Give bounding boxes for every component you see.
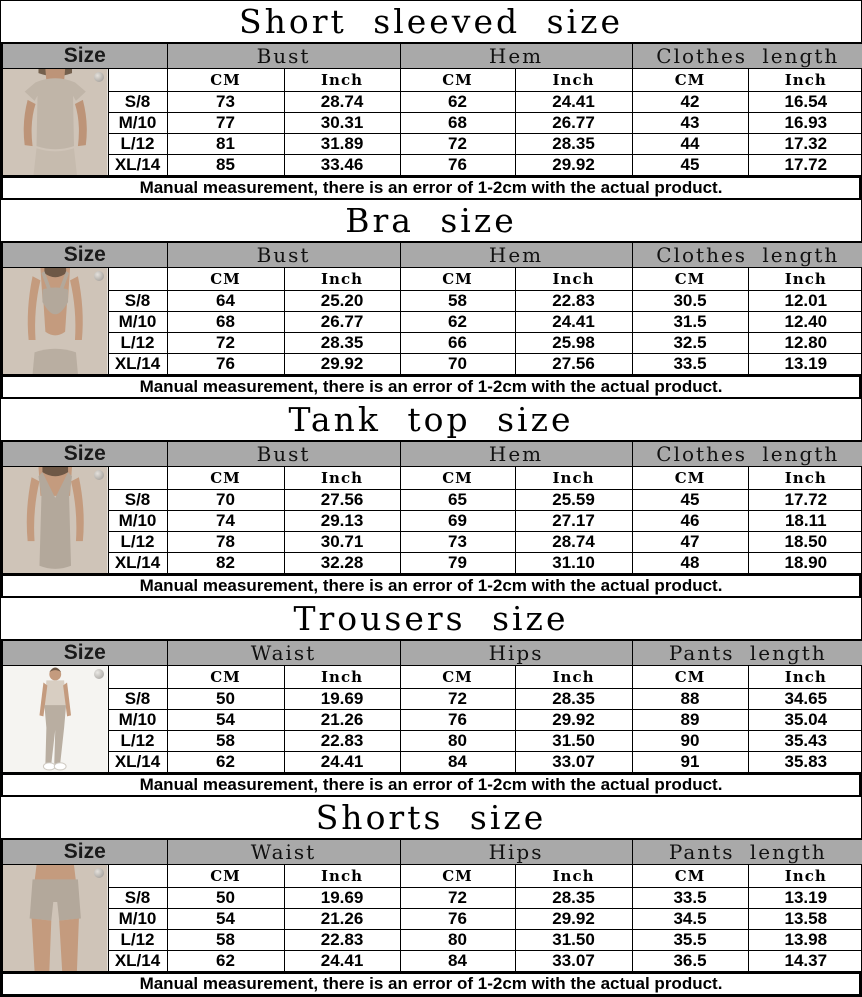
value-cell: 68: [400, 113, 515, 134]
value-cell: 50: [167, 888, 284, 909]
size-column-header: Size: [2, 441, 167, 467]
unit-header-cm: CM: [167, 467, 284, 490]
value-cell: 70: [167, 490, 284, 511]
unit-header-cm: CM: [400, 268, 515, 291]
product-photo-short-sleeved: [3, 69, 108, 175]
table-header-row: [2, 640, 862, 666]
value-cell: 26.77: [515, 113, 632, 134]
value-cell: 79: [400, 553, 515, 575]
value-cell: 22.83: [515, 291, 632, 312]
unit-header-inch: Inch: [515, 865, 632, 888]
measure-header: Hem: [400, 242, 632, 268]
value-cell: 19.69: [284, 888, 400, 909]
value-cell: 76: [167, 354, 284, 376]
unit-header-inch: Inch: [748, 69, 862, 92]
value-cell: 70: [400, 354, 515, 376]
size-label: XL/14: [108, 553, 167, 575]
measure-header: Clothes length: [632, 441, 862, 467]
value-cell: 24.41: [515, 312, 632, 333]
value-cell: 21.26: [284, 710, 400, 731]
unit-header-cm: CM: [632, 865, 748, 888]
measure-header: Hem: [400, 43, 632, 69]
unit-header-inch: Inch: [748, 268, 862, 291]
value-cell: 26.77: [284, 312, 400, 333]
unit-header-row: [2, 666, 862, 689]
measure-header: Hem: [400, 441, 632, 467]
value-cell: 62: [167, 951, 284, 973]
unit-header-inch: Inch: [284, 268, 400, 291]
size-table: [1, 241, 862, 376]
unit-header-row: [2, 467, 862, 490]
value-cell: 33.5: [632, 888, 748, 909]
value-cell: 76: [400, 909, 515, 930]
measurement-note: Manual measurement, there is an error of 1-2cm with the actual product.: [1, 176, 861, 200]
size-chart-section-trousers: [1, 598, 861, 797]
table-row: [2, 92, 862, 113]
value-cell: 28.74: [284, 92, 400, 113]
measure-header: Waist: [167, 640, 400, 666]
product-photo-cell: [2, 666, 108, 774]
empty-cell: [108, 467, 167, 490]
value-cell: 33.07: [515, 951, 632, 973]
section-title: Short sleeved size: [239, 2, 623, 41]
value-cell: 45: [632, 490, 748, 511]
value-cell: 62: [400, 312, 515, 333]
unit-header-inch: Inch: [748, 666, 862, 689]
value-cell: 31.5: [632, 312, 748, 333]
value-cell: 73: [400, 532, 515, 553]
size-label: S/8: [108, 291, 167, 312]
value-cell: 58: [167, 930, 284, 951]
unit-header-cm: CM: [632, 268, 748, 291]
value-cell: 18.90: [748, 553, 862, 575]
table-row: [2, 113, 862, 134]
size-label: XL/14: [108, 155, 167, 177]
value-cell: 27.17: [515, 511, 632, 532]
unit-header-cm: CM: [400, 865, 515, 888]
section-title: Shorts size: [315, 798, 547, 837]
value-cell: 19.69: [284, 689, 400, 710]
value-cell: 28.35: [515, 134, 632, 155]
table-row: [2, 909, 862, 930]
measure-header: Pants length: [632, 640, 862, 666]
unit-header-cm: CM: [400, 69, 515, 92]
size-label: M/10: [108, 710, 167, 731]
value-cell: 18.11: [748, 511, 862, 532]
size-label: XL/14: [108, 354, 167, 376]
value-cell: 48: [632, 553, 748, 575]
value-cell: 34.5: [632, 909, 748, 930]
watermark-circle-icon: [94, 470, 104, 480]
table-row: [2, 490, 862, 511]
size-label: XL/14: [108, 951, 167, 973]
section-title: Bra size: [345, 201, 517, 240]
product-photo-tank-top: [3, 467, 108, 573]
measurement-note: Manual measurement, there is an error of 1-2cm with the actual product.: [1, 574, 861, 598]
table-row: [2, 689, 862, 710]
unit-header-inch: Inch: [284, 467, 400, 490]
value-cell: 69: [400, 511, 515, 532]
value-cell: 13.58: [748, 909, 862, 930]
value-cell: 29.92: [284, 354, 400, 376]
unit-header-cm: CM: [167, 69, 284, 92]
value-cell: 29.92: [515, 909, 632, 930]
value-cell: 76: [400, 710, 515, 731]
value-cell: 84: [400, 951, 515, 973]
size-chart-sections: [1, 1, 861, 996]
unit-header-row: [2, 268, 862, 291]
value-cell: 16.93: [748, 113, 862, 134]
value-cell: 24.41: [284, 752, 400, 774]
unit-header-cm: CM: [167, 865, 284, 888]
value-cell: 62: [400, 92, 515, 113]
table-header-row: [2, 441, 862, 467]
value-cell: 33.46: [284, 155, 400, 177]
size-label: M/10: [108, 511, 167, 532]
value-cell: 88: [632, 689, 748, 710]
measurement-note: Manual measurement, there is an error of 1-2cm with the actual product.: [1, 375, 861, 399]
value-cell: 30.71: [284, 532, 400, 553]
table-row: [2, 553, 862, 575]
product-photo-trousers: [3, 666, 108, 772]
section-title: Trousers size: [293, 599, 569, 638]
unit-header-inch: Inch: [515, 467, 632, 490]
unit-header-inch: Inch: [284, 69, 400, 92]
size-table: [1, 42, 862, 177]
value-cell: 35.04: [748, 710, 862, 731]
value-cell: 43: [632, 113, 748, 134]
measure-header: Bust: [167, 441, 400, 467]
value-cell: 34.65: [748, 689, 862, 710]
value-cell: 27.56: [515, 354, 632, 376]
size-label: M/10: [108, 312, 167, 333]
value-cell: 28.74: [515, 532, 632, 553]
value-cell: 45: [632, 155, 748, 177]
value-cell: 22.83: [284, 731, 400, 752]
table-row: [2, 930, 862, 951]
unit-header-inch: Inch: [515, 666, 632, 689]
value-cell: 62: [167, 752, 284, 774]
unit-header-row: [2, 865, 862, 888]
size-label: L/12: [108, 532, 167, 553]
value-cell: 72: [400, 888, 515, 909]
size-label: S/8: [108, 92, 167, 113]
measurement-note: Manual measurement, there is an error of 1-2cm with the actual product.: [1, 972, 861, 996]
measure-header: Bust: [167, 242, 400, 268]
table-row: [2, 155, 862, 177]
value-cell: 91: [632, 752, 748, 774]
measure-header: Bust: [167, 43, 400, 69]
value-cell: 46: [632, 511, 748, 532]
unit-header-inch: Inch: [284, 666, 400, 689]
value-cell: 25.20: [284, 291, 400, 312]
value-cell: 28.35: [515, 689, 632, 710]
measurement-note: Manual measurement, there is an error of 1-2cm with the actual product.: [1, 773, 861, 797]
value-cell: 81: [167, 134, 284, 155]
value-cell: 90: [632, 731, 748, 752]
value-cell: 24.41: [515, 92, 632, 113]
unit-header-inch: Inch: [515, 268, 632, 291]
value-cell: 25.98: [515, 333, 632, 354]
value-cell: 18.50: [748, 532, 862, 553]
value-cell: 42: [632, 92, 748, 113]
value-cell: 33.5: [632, 354, 748, 376]
value-cell: 76: [400, 155, 515, 177]
value-cell: 12.01: [748, 291, 862, 312]
size-table: [1, 440, 862, 575]
size-label: M/10: [108, 113, 167, 134]
value-cell: 47: [632, 532, 748, 553]
value-cell: 12.40: [748, 312, 862, 333]
value-cell: 30.31: [284, 113, 400, 134]
product-photo-cell: [2, 865, 108, 973]
empty-cell: [108, 865, 167, 888]
measure-header: Clothes length: [632, 43, 862, 69]
value-cell: 35.43: [748, 731, 862, 752]
value-cell: 66: [400, 333, 515, 354]
value-cell: 31.50: [515, 731, 632, 752]
value-cell: 13.98: [748, 930, 862, 951]
table-header-row: [2, 43, 862, 69]
value-cell: 22.83: [284, 930, 400, 951]
table-row: [2, 888, 862, 909]
size-column-header: Size: [2, 242, 167, 268]
value-cell: 80: [400, 731, 515, 752]
value-cell: 35.83: [748, 752, 862, 774]
value-cell: 78: [167, 532, 284, 553]
product-photo-cell: [2, 69, 108, 177]
value-cell: 21.26: [284, 909, 400, 930]
product-photo-cell: [2, 268, 108, 376]
table-row: [2, 710, 862, 731]
value-cell: 82: [167, 553, 284, 575]
value-cell: 89: [632, 710, 748, 731]
table-header-row: [2, 242, 862, 268]
value-cell: 25.59: [515, 490, 632, 511]
unit-header-cm: CM: [632, 467, 748, 490]
value-cell: 24.41: [284, 951, 400, 973]
measure-header: Hips: [400, 839, 632, 865]
table-row: [2, 354, 862, 376]
size-chart-section-short-sleeved: [1, 1, 861, 200]
section-title: Tank top size: [288, 400, 574, 439]
value-cell: 80: [400, 930, 515, 951]
table-row: [2, 752, 862, 774]
table-row: [2, 333, 862, 354]
value-cell: 27.56: [284, 490, 400, 511]
table-header-row: [2, 839, 862, 865]
unit-header-cm: CM: [632, 69, 748, 92]
empty-cell: [108, 268, 167, 291]
unit-header-cm: CM: [167, 268, 284, 291]
unit-header-cm: CM: [400, 666, 515, 689]
value-cell: 32.5: [632, 333, 748, 354]
measure-header: Pants length: [632, 839, 862, 865]
unit-header-inch: Inch: [748, 865, 862, 888]
value-cell: 74: [167, 511, 284, 532]
measure-header: Waist: [167, 839, 400, 865]
size-label: S/8: [108, 689, 167, 710]
size-column-header: Size: [2, 640, 167, 666]
value-cell: 58: [167, 731, 284, 752]
size-table: [1, 639, 862, 774]
unit-header-row: [2, 69, 862, 92]
size-column-header: Size: [2, 43, 167, 69]
value-cell: 35.5: [632, 930, 748, 951]
value-cell: 28.35: [515, 888, 632, 909]
size-column-header: Size: [2, 839, 167, 865]
value-cell: 14.37: [748, 951, 862, 973]
value-cell: 17.72: [748, 490, 862, 511]
unit-header-cm: CM: [167, 666, 284, 689]
value-cell: 31.89: [284, 134, 400, 155]
unit-header-inch: Inch: [284, 865, 400, 888]
size-label: L/12: [108, 333, 167, 354]
value-cell: 54: [167, 909, 284, 930]
value-cell: 30.5: [632, 291, 748, 312]
value-cell: 72: [400, 689, 515, 710]
table-row: [2, 511, 862, 532]
value-cell: 33.07: [515, 752, 632, 774]
table-row: [2, 951, 862, 973]
value-cell: 32.28: [284, 553, 400, 575]
size-label: L/12: [108, 731, 167, 752]
table-row: [2, 134, 862, 155]
value-cell: 28.35: [284, 333, 400, 354]
value-cell: 12.80: [748, 333, 862, 354]
value-cell: 85: [167, 155, 284, 177]
value-cell: 36.5: [632, 951, 748, 973]
value-cell: 31.50: [515, 930, 632, 951]
value-cell: 54: [167, 710, 284, 731]
table-row: [2, 291, 862, 312]
size-label: XL/14: [108, 752, 167, 774]
watermark-circle-icon: [94, 271, 104, 281]
size-chart-section-tank-top: [1, 399, 861, 598]
size-chart-section-bra: [1, 200, 861, 399]
watermark-circle-icon: [94, 868, 104, 878]
size-label: S/8: [108, 888, 167, 909]
unit-header-cm: CM: [632, 666, 748, 689]
unit-header-inch: Inch: [515, 69, 632, 92]
unit-header-inch: Inch: [748, 467, 862, 490]
value-cell: 44: [632, 134, 748, 155]
empty-cell: [108, 69, 167, 92]
watermark-circle-icon: [94, 72, 104, 82]
value-cell: 29.92: [515, 155, 632, 177]
unit-header-cm: CM: [400, 467, 515, 490]
product-photo-bra: [3, 268, 108, 374]
table-row: [2, 532, 862, 553]
value-cell: 73: [167, 92, 284, 113]
value-cell: 50: [167, 689, 284, 710]
size-label: M/10: [108, 909, 167, 930]
size-label: L/12: [108, 930, 167, 951]
measure-header: Hips: [400, 640, 632, 666]
value-cell: 64: [167, 291, 284, 312]
value-cell: 65: [400, 490, 515, 511]
watermark-circle-icon: [94, 669, 104, 679]
size-table: [1, 838, 862, 973]
value-cell: 29.13: [284, 511, 400, 532]
value-cell: 29.92: [515, 710, 632, 731]
measure-header: Clothes length: [632, 242, 862, 268]
table-row: [2, 312, 862, 333]
value-cell: 17.32: [748, 134, 862, 155]
size-chart-section-shorts: [1, 797, 861, 996]
value-cell: 72: [400, 134, 515, 155]
value-cell: 84: [400, 752, 515, 774]
table-row: [2, 731, 862, 752]
empty-cell: [108, 666, 167, 689]
value-cell: 17.72: [748, 155, 862, 177]
value-cell: 68: [167, 312, 284, 333]
value-cell: 31.10: [515, 553, 632, 575]
value-cell: 72: [167, 333, 284, 354]
size-label: L/12: [108, 134, 167, 155]
value-cell: 13.19: [748, 354, 862, 376]
product-photo-cell: [2, 467, 108, 575]
size-label: S/8: [108, 490, 167, 511]
value-cell: 77: [167, 113, 284, 134]
value-cell: 13.19: [748, 888, 862, 909]
product-photo-shorts: [3, 865, 108, 971]
value-cell: 58: [400, 291, 515, 312]
value-cell: 16.54: [748, 92, 862, 113]
